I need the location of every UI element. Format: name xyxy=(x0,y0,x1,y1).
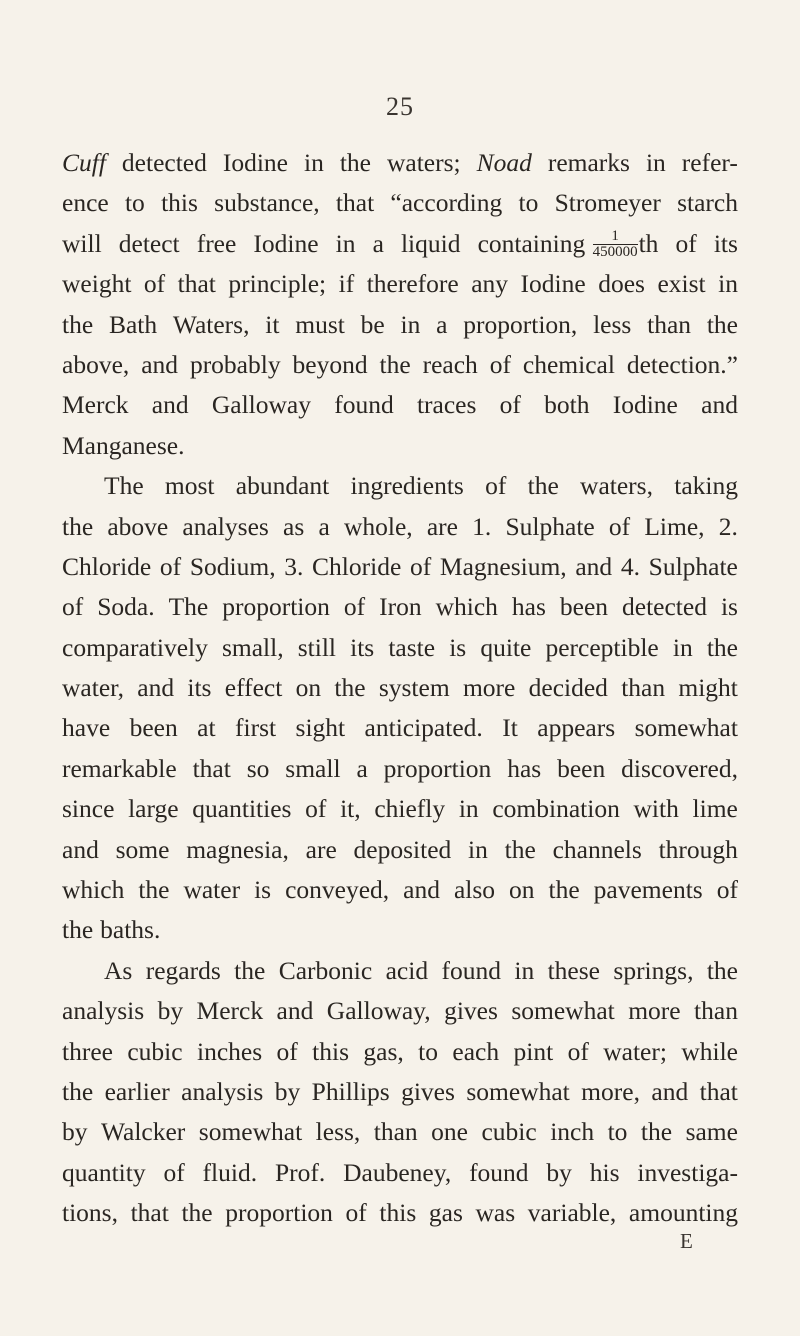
word: been xyxy=(559,592,609,622)
word: As xyxy=(104,955,133,985)
word: beyond xyxy=(292,349,368,379)
word: that xyxy=(699,1076,738,1106)
word: exist xyxy=(657,269,706,299)
word: decided xyxy=(528,673,608,703)
word: of xyxy=(409,551,432,581)
word: of xyxy=(163,1157,185,1187)
word: in xyxy=(458,794,479,824)
word: of xyxy=(489,349,511,379)
word: combination xyxy=(492,794,620,824)
word: system xyxy=(378,673,450,703)
word: of xyxy=(143,269,166,299)
word: a xyxy=(436,309,448,339)
word: gas, xyxy=(363,1036,404,1066)
word: less, xyxy=(315,1117,361,1147)
word: Phillips xyxy=(311,1076,390,1106)
word: does xyxy=(598,269,645,299)
word: the xyxy=(706,632,738,662)
text-line xyxy=(62,547,738,587)
word: Carbonic xyxy=(278,955,373,985)
word: and xyxy=(575,551,613,581)
word: it xyxy=(265,309,280,339)
word: effect xyxy=(224,673,283,703)
word: to xyxy=(518,188,539,218)
text-line xyxy=(62,345,738,385)
word: than xyxy=(694,996,738,1026)
word: sight xyxy=(295,713,346,743)
word: cubic xyxy=(127,1036,183,1066)
word: anticipated. xyxy=(364,713,483,743)
word: has xyxy=(507,753,542,783)
word: quantities xyxy=(192,794,292,824)
word: any xyxy=(471,269,509,299)
word: three xyxy=(62,1036,113,1066)
word: both xyxy=(544,390,590,420)
word: is xyxy=(254,875,272,905)
word: Cuff xyxy=(62,148,106,177)
word: of xyxy=(499,390,521,420)
word: in xyxy=(468,834,488,864)
word: the xyxy=(62,309,94,339)
word: Bath xyxy=(108,309,158,339)
word: taking xyxy=(674,471,738,501)
word: been xyxy=(557,753,606,783)
word: proportion, xyxy=(463,309,578,339)
word: are xyxy=(305,834,337,864)
word: conveyed, xyxy=(285,875,390,905)
word: investiga- xyxy=(637,1157,738,1187)
word: the xyxy=(334,673,366,703)
word: Magnesium, xyxy=(439,551,567,581)
word: springs, xyxy=(613,955,694,985)
word: in xyxy=(645,148,666,177)
word: of xyxy=(716,875,738,905)
word: of xyxy=(608,511,631,541)
word: earlier xyxy=(104,1076,170,1106)
word: to xyxy=(607,1117,628,1147)
word: by xyxy=(62,1117,88,1147)
text-line xyxy=(62,951,738,991)
word: lime xyxy=(692,794,738,824)
word: amounting xyxy=(628,1198,738,1228)
word: in xyxy=(514,955,535,985)
word: “according xyxy=(390,188,503,218)
word: of xyxy=(343,592,366,622)
word: Iodine xyxy=(222,148,289,177)
word: starch xyxy=(677,188,738,218)
word: whole, xyxy=(343,511,413,541)
word: in xyxy=(672,632,693,662)
word: on xyxy=(509,875,535,905)
word: quite xyxy=(480,632,532,662)
word: than xyxy=(647,309,692,339)
word: that xyxy=(335,188,375,218)
word: variable, xyxy=(527,1198,617,1228)
word: Sodium, xyxy=(189,551,276,581)
word: has xyxy=(511,592,546,622)
word: and xyxy=(62,834,99,864)
text-line xyxy=(62,183,738,223)
word: Merck xyxy=(62,390,129,420)
word: Manganese. xyxy=(62,430,185,460)
word: detect xyxy=(118,228,180,258)
word: Chloride xyxy=(312,551,402,581)
word: the xyxy=(527,471,559,501)
word: detected xyxy=(121,148,207,177)
word: gives xyxy=(401,1076,455,1106)
word: Prof. xyxy=(274,1157,326,1187)
word: Lime, xyxy=(644,511,705,541)
text-line xyxy=(62,1032,738,1072)
word: the xyxy=(181,1198,213,1228)
word: more, xyxy=(581,1076,640,1106)
word: it, xyxy=(340,794,361,824)
text-line xyxy=(62,1153,738,1193)
word: the xyxy=(234,955,266,985)
word: proportion xyxy=(225,1198,333,1228)
body-text xyxy=(62,143,738,1234)
text-line xyxy=(62,830,738,870)
word: proportion xyxy=(383,753,492,783)
word: might xyxy=(678,673,738,703)
word: refer- xyxy=(681,148,738,177)
word: water; xyxy=(603,1036,667,1066)
word: Iodine xyxy=(612,390,678,420)
word: first xyxy=(235,713,277,743)
word: acid xyxy=(385,955,429,985)
word: and xyxy=(651,1076,689,1106)
word: through xyxy=(658,834,738,864)
word: perceptible xyxy=(545,632,659,662)
word: same xyxy=(685,1117,738,1147)
word: waters; xyxy=(386,148,461,177)
word: chemical xyxy=(522,349,615,379)
fraction-denominator: 450000 xyxy=(592,243,638,260)
word: small xyxy=(285,753,341,783)
word: of xyxy=(305,794,327,824)
word: Merck xyxy=(196,996,264,1026)
word: cubic xyxy=(481,1117,537,1147)
word: small, xyxy=(221,632,284,662)
word: the xyxy=(62,915,94,945)
word: is xyxy=(720,592,738,622)
word: and xyxy=(701,390,738,420)
word: ingredients xyxy=(350,471,464,501)
word: the xyxy=(548,875,580,905)
word: of xyxy=(345,1198,367,1228)
word: Daubeney, xyxy=(343,1157,452,1187)
word: one xyxy=(431,1117,468,1147)
word: liquid xyxy=(400,228,461,258)
fraction xyxy=(592,227,638,260)
word: some xyxy=(115,834,170,864)
word: by xyxy=(157,996,184,1026)
word: comparatively xyxy=(62,632,208,662)
word: and xyxy=(141,349,179,379)
word: of xyxy=(159,551,182,581)
word: the xyxy=(339,148,371,177)
word: Chloride xyxy=(62,551,152,581)
word: substance, xyxy=(214,188,320,218)
word: the xyxy=(706,309,738,339)
word: baths. xyxy=(100,915,161,945)
word: remarks xyxy=(547,148,630,177)
word: is xyxy=(449,632,467,662)
word: containing xyxy=(477,228,586,258)
word: this xyxy=(161,188,198,218)
fraction-suffix: th xyxy=(638,228,659,258)
word: somewhat xyxy=(511,996,615,1026)
word: Sulphate xyxy=(648,551,738,581)
word: the xyxy=(504,834,536,864)
word: taste xyxy=(388,632,436,662)
text-line xyxy=(62,668,738,708)
word: The xyxy=(104,471,144,501)
word: more xyxy=(462,673,516,703)
word: therefore xyxy=(366,269,459,299)
word: so xyxy=(246,753,270,783)
word: The xyxy=(168,592,209,622)
word: and xyxy=(151,390,189,420)
word: Noad xyxy=(476,148,532,177)
word: in xyxy=(335,228,356,258)
word: Walcker xyxy=(100,1117,186,1147)
word: principle; xyxy=(228,269,327,299)
word: inches xyxy=(196,1036,263,1066)
word: Galloway xyxy=(211,390,311,420)
word: by xyxy=(546,1157,572,1187)
word: found xyxy=(334,390,394,420)
word: must xyxy=(295,309,345,339)
fraction-numerator: 1 xyxy=(593,230,638,245)
text-line xyxy=(62,507,738,547)
word: the xyxy=(640,1117,673,1147)
word: above, xyxy=(62,349,130,379)
word: regards xyxy=(145,955,221,985)
word: its xyxy=(350,632,375,662)
word: channels xyxy=(552,834,642,864)
word: 2. xyxy=(718,511,738,541)
word: Stromeyer xyxy=(554,188,661,218)
word: weight xyxy=(62,269,132,299)
word: as xyxy=(283,511,305,541)
word: the xyxy=(62,1076,94,1106)
word: these xyxy=(547,955,600,985)
word: probably xyxy=(189,349,281,379)
text-line xyxy=(62,143,738,183)
word: at xyxy=(197,713,216,743)
word: traces xyxy=(416,390,477,420)
word: each xyxy=(452,1036,500,1066)
text-line xyxy=(62,789,738,829)
text-line xyxy=(62,870,738,910)
word: somewhat xyxy=(466,1076,570,1106)
word: was xyxy=(475,1198,516,1228)
word: on xyxy=(295,673,322,703)
word: somewhat xyxy=(634,713,738,743)
text-line xyxy=(62,587,738,627)
word: will xyxy=(62,228,102,258)
word: to xyxy=(418,1036,439,1066)
word: discovered, xyxy=(621,753,738,783)
word: since xyxy=(62,794,115,824)
word: Iodine xyxy=(253,228,319,258)
word: also xyxy=(453,875,496,905)
word: of xyxy=(485,471,507,501)
word: quantity xyxy=(62,1157,146,1187)
word: detection.” xyxy=(626,349,738,379)
word: tions, xyxy=(62,1198,118,1228)
word: the xyxy=(62,511,94,541)
word: the xyxy=(706,955,738,985)
word: 1. xyxy=(472,511,492,541)
word: Waters, xyxy=(172,309,250,339)
word: been xyxy=(129,713,178,743)
word: have xyxy=(62,713,111,743)
word: inch xyxy=(550,1117,595,1147)
word: 4. xyxy=(620,551,640,581)
word: and xyxy=(276,996,314,1026)
word: deposited xyxy=(353,834,452,864)
text-line xyxy=(62,385,738,425)
word: Iron xyxy=(379,592,422,622)
word: this xyxy=(379,1198,417,1228)
text-line xyxy=(62,264,738,304)
word: water, xyxy=(62,673,124,703)
word: which xyxy=(435,592,498,622)
word: fluid. xyxy=(202,1157,258,1187)
word: waters, xyxy=(580,471,653,501)
word: with xyxy=(633,794,679,824)
word: a xyxy=(356,753,368,783)
text-line xyxy=(62,1072,738,1112)
word: his xyxy=(589,1157,620,1187)
word: magnesia, xyxy=(186,834,289,864)
word: less xyxy=(593,309,632,339)
signature-mark: E xyxy=(680,1229,693,1253)
word: 3. xyxy=(284,551,304,581)
word: in xyxy=(400,309,421,339)
word: which xyxy=(62,875,125,905)
word: gives xyxy=(444,996,498,1026)
word: most xyxy=(164,471,215,501)
word: of xyxy=(276,1036,298,1066)
word: that xyxy=(130,1198,169,1228)
word: pavements xyxy=(593,875,703,905)
word: than xyxy=(373,1117,418,1147)
word: analyses xyxy=(182,511,269,541)
text-line xyxy=(62,991,738,1031)
word: while xyxy=(681,1036,738,1066)
word: water xyxy=(183,875,241,905)
word: by xyxy=(274,1076,301,1106)
word: the xyxy=(379,349,411,379)
word: Sulphate xyxy=(505,511,595,541)
word: analysis xyxy=(62,996,145,1026)
word: large xyxy=(128,794,179,824)
word: appears xyxy=(537,713,616,743)
word: be xyxy=(360,309,385,339)
word: found xyxy=(441,955,501,985)
text-line xyxy=(62,1112,738,1152)
word: somewhat xyxy=(198,1117,303,1147)
word: a xyxy=(372,228,384,258)
word: that xyxy=(177,269,216,299)
word: in xyxy=(304,148,324,177)
word: than xyxy=(621,673,666,703)
word: are xyxy=(426,511,458,541)
word: this xyxy=(312,1036,350,1066)
word: proportion xyxy=(222,592,330,622)
word: abundant xyxy=(235,471,330,501)
word: to xyxy=(124,188,145,218)
word: of xyxy=(567,1036,589,1066)
text-line xyxy=(62,426,738,466)
text-line xyxy=(62,305,738,345)
word: more xyxy=(628,996,681,1026)
word: detected xyxy=(622,592,707,622)
word: and xyxy=(403,875,440,905)
text-line xyxy=(62,708,738,748)
word: in xyxy=(718,269,738,299)
word: free xyxy=(196,228,237,258)
word: remarkable xyxy=(62,753,177,783)
word: if xyxy=(338,269,355,299)
text-line xyxy=(62,224,738,264)
word: pint xyxy=(513,1036,554,1066)
fraction-group xyxy=(478,224,659,264)
word: still xyxy=(297,632,336,662)
page-number: 25 xyxy=(386,92,414,121)
word: that xyxy=(192,753,231,783)
text-line xyxy=(62,749,738,789)
word: a xyxy=(318,511,330,541)
word: its xyxy=(713,228,738,258)
word: its xyxy=(187,673,212,703)
text-line xyxy=(62,910,738,950)
word: found xyxy=(469,1157,529,1187)
word: Iodine xyxy=(520,269,586,299)
word: Soda. xyxy=(97,592,155,622)
word: analysis xyxy=(181,1076,264,1106)
text-line xyxy=(62,628,738,668)
word: gas xyxy=(428,1198,463,1228)
word: and xyxy=(137,673,175,703)
word: of xyxy=(675,228,697,258)
word: It xyxy=(502,713,518,743)
word: of xyxy=(62,592,84,622)
text-line xyxy=(62,1193,738,1233)
word: the xyxy=(138,875,170,905)
text-line xyxy=(62,466,738,506)
word: ence xyxy=(62,188,109,218)
word: reach xyxy=(422,349,478,379)
word: Galloway, xyxy=(326,996,431,1026)
word: above xyxy=(107,511,169,541)
word: chiefly xyxy=(374,794,446,824)
